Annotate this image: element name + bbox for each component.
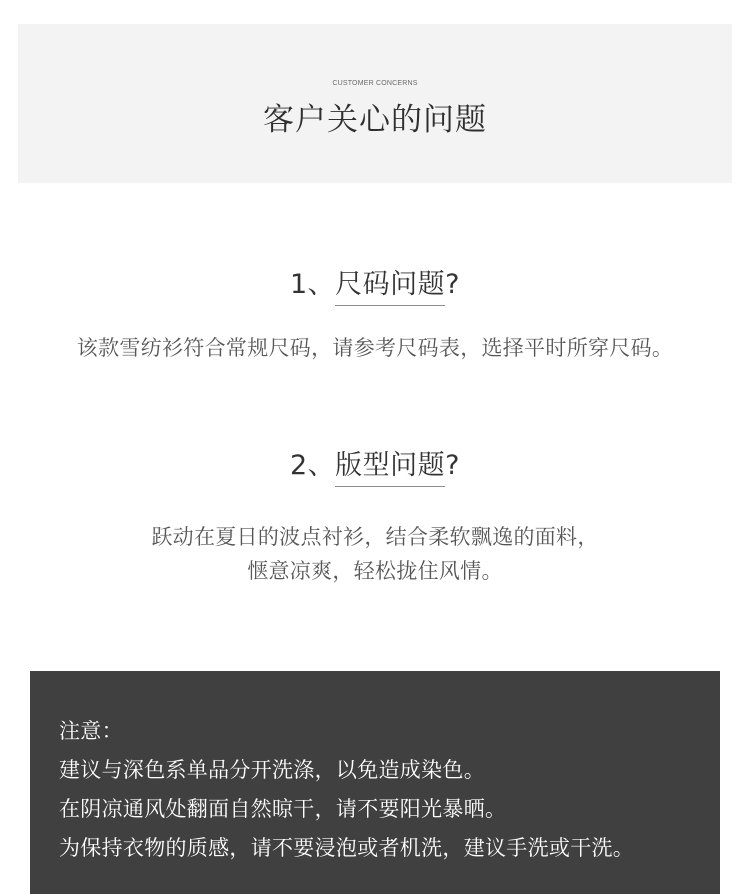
question-1-answer-line: 该款雪纺衫符合常规尺码，请参考尺码表，选择平时所穿尺码。 xyxy=(76,336,674,360)
question-1-mark: ? xyxy=(445,269,461,300)
notice-line: 建议与深色系单品分开洗涤，以免造成染色。 xyxy=(59,758,485,782)
question-1-heading xyxy=(0,262,750,306)
header-eyebrow: CUSTOMER CONCERNS xyxy=(332,80,418,87)
header-banner xyxy=(18,24,732,183)
question-1-number: 1、 xyxy=(289,269,336,300)
notice-line: 在阴凉通风处翻面自然晾干，请不要阳光暴晒。 xyxy=(59,797,507,821)
question-2-number: 2、 xyxy=(289,450,336,481)
page-title: 客户关心的问题 xyxy=(263,102,487,138)
question-2-answer xyxy=(0,520,750,588)
notice-line: 为保持衣物的质感，请不要浸泡或者机洗，建议手洗或干洗。 xyxy=(59,836,635,860)
question-2-heading xyxy=(0,443,750,487)
question-2-mark: ? xyxy=(445,450,461,481)
question-2-title: 版型问题 xyxy=(335,443,445,487)
question-2-answer-line: 跃动在夏日的波点衬衫，结合柔软飘逸的面料， xyxy=(151,525,599,549)
question-1-answer xyxy=(0,331,750,365)
notice-panel xyxy=(30,671,720,894)
question-2-answer-line: 惬意凉爽，轻松拢住风情。 xyxy=(247,559,503,583)
question-1-title: 尺码问题 xyxy=(335,262,445,306)
notice-title: 注意： xyxy=(59,719,123,743)
